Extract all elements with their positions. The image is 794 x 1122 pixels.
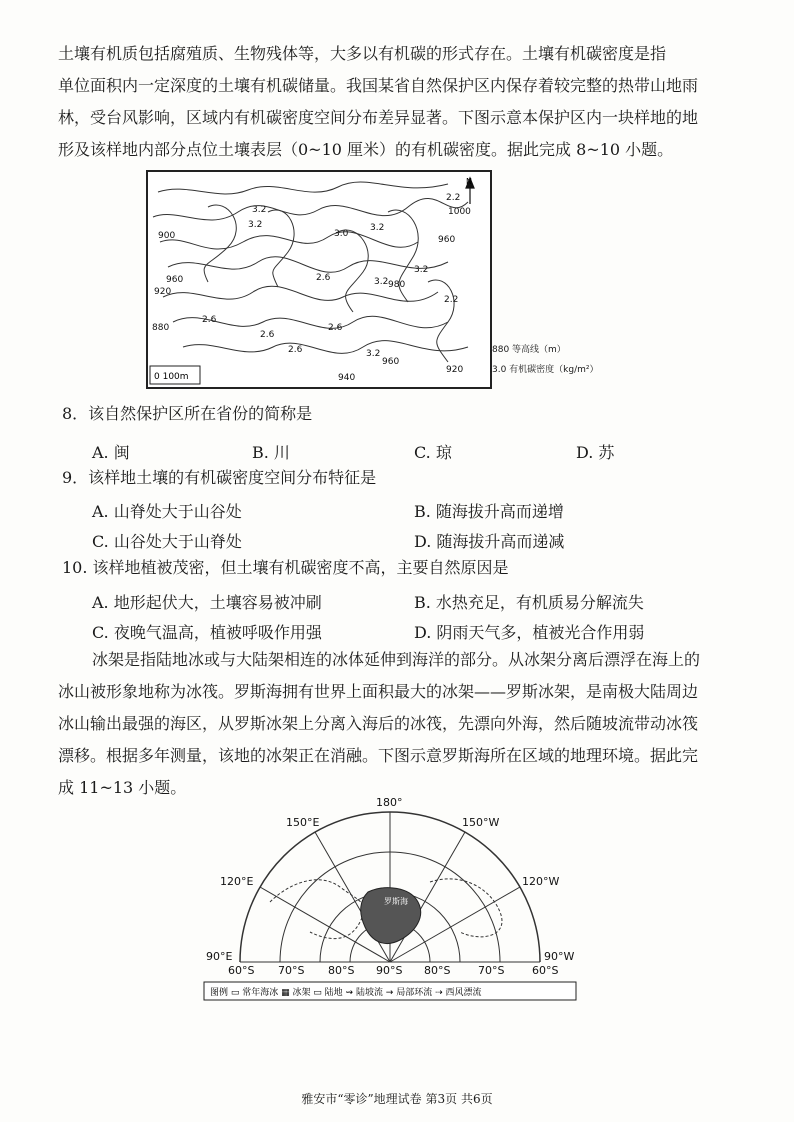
- q9-option-a[interactable]: A. 山脊处大于山谷处: [92, 502, 242, 521]
- carbon-point: 3.2: [414, 265, 429, 275]
- q9-stem: 9．该样地土壤的有机碳密度空间分布特征是: [62, 468, 377, 487]
- map2-legend: 图例 ▭ 常年海冰 ▦ 冰架 ▭ 陆地 ⇝ 陆坡流 → 局部环流 ⇢ 西风漂流: [210, 988, 482, 998]
- passage2-line2: 冰山被形象地称为冰筏。罗斯海拥有世界上面积最大的冰架——罗斯冰架，是南极大陆周边: [58, 682, 699, 701]
- north-arrow-label: N: [466, 177, 472, 186]
- passage2-line5: 成 11~13 小题。: [58, 778, 187, 797]
- lon-150w-label: 150°W: [462, 816, 500, 829]
- carbon-point: 2.6: [328, 323, 343, 333]
- contour-label: 880: [152, 323, 170, 333]
- q8-option-b[interactable]: B. 川: [252, 443, 290, 462]
- carbon-point: 3.2: [252, 205, 267, 215]
- page-footer: 雅安市“零诊”地理试卷 第3页 共6页: [301, 1092, 493, 1106]
- lat-label: 60°S: [228, 964, 255, 977]
- contour-label: 980: [388, 280, 406, 290]
- antarctic-map: [200, 792, 580, 1004]
- contour-map-svg: [148, 172, 490, 387]
- contour-label: 960: [438, 235, 456, 245]
- antarctic-map-svg: [200, 792, 580, 1004]
- legend-contour: 880 等高线（m）: [492, 345, 566, 355]
- lat-label: 70°S: [478, 964, 505, 977]
- carbon-point: 3.2: [248, 220, 263, 230]
- contour-label: 920: [154, 287, 172, 297]
- lat-label: 60°S: [532, 964, 559, 977]
- passage2-line4: 漂移。根据多年测量，该地的冰架正在消融。下图示意罗斯海所在区域的地理环境。据此完: [58, 746, 699, 765]
- carbon-point: 2.6: [260, 330, 275, 340]
- q10-option-a[interactable]: A. 地形起伏大，土壤容易被冲刷: [92, 593, 322, 612]
- contour-map: [146, 170, 492, 389]
- contour-label: 960: [166, 275, 184, 285]
- lat-label: 70°S: [278, 964, 305, 977]
- ross-sea-label: 罗斯海: [384, 897, 408, 906]
- carbon-point: 2.2: [444, 295, 459, 305]
- lon-180-label: 180°: [376, 796, 403, 809]
- carbon-point: 2.2: [446, 193, 461, 203]
- lon-90w-label: 90°W: [544, 950, 575, 963]
- contour-label: 1000: [448, 207, 471, 217]
- lat-label: 90°S: [376, 964, 403, 977]
- carbon-point: 3.2: [366, 349, 381, 359]
- passage1-line4: 形及该样地内部分点位土壤表层（0~10 厘米）的有机碳密度。据此完成 8~10 小题。: [58, 140, 674, 159]
- q10-option-d[interactable]: D. 阴雨天气多，植被光合作用弱: [414, 623, 645, 642]
- legend-point: 3.0 有机碳密度（kg/m²）: [492, 365, 599, 375]
- passage1-line1: 土壤有机质包括腐殖质、生物残体等，大多以有机碳的形式存在。土壤有机碳密度是指: [58, 44, 667, 63]
- q10-stem: 10. 该样地植被茂密，但土壤有机碳密度不高，主要自然原因是: [62, 558, 509, 577]
- passage1-line2: 单位面积内一定深度的土壤有机碳储量。我国某省自然保护区内保存着较完整的热带山地雨: [58, 76, 699, 95]
- contour-label: 940: [338, 373, 356, 383]
- contour-label: 900: [158, 231, 176, 241]
- carbon-point: 3.2: [370, 223, 385, 233]
- scale-bar-label: 0 100m: [154, 372, 189, 382]
- q9-option-d[interactable]: D. 随海拔升高而递减: [414, 532, 565, 551]
- carbon-point: 3.2: [374, 277, 389, 287]
- passage2-line1: 冰架是指陆地冰或与大陆架相连的冰体延伸到海洋的部分。从冰架分离后漂浮在海上的: [92, 650, 701, 669]
- q8-option-a[interactable]: A. 闽: [92, 443, 130, 462]
- lat-label: 80°S: [424, 964, 451, 977]
- q9-option-b[interactable]: B. 随海拔升高而递增: [414, 502, 564, 521]
- contour-label: 960: [382, 357, 400, 367]
- q10-option-b[interactable]: B. 水热充足，有机质易分解流失: [414, 593, 644, 612]
- carbon-point: 2.6: [288, 345, 303, 355]
- lon-90e-label: 90°E: [206, 950, 233, 963]
- lon-150e-label: 150°E: [286, 816, 320, 829]
- lat-label: 80°S: [328, 964, 355, 977]
- contour-label: 920: [446, 365, 464, 375]
- carbon-point: 2.6: [202, 315, 217, 325]
- q8-option-d[interactable]: D. 苏: [576, 443, 615, 462]
- passage1-line3: 林，受台风影响，区域内有机碳密度空间分布差异显著。下图示意本保护区内一块样地的地: [58, 108, 699, 127]
- lon-120w-label: 120°W: [522, 875, 560, 888]
- q10-option-c[interactable]: C. 夜晚气温高，植被呼吸作用强: [92, 623, 322, 642]
- lon-120e-label: 120°E: [220, 875, 254, 888]
- carbon-point: 3.0: [334, 229, 349, 239]
- passage2-line3: 冰山输出最强的海区，从罗斯冰架上分离入海后的冰筏，先漂向外海，然后随坡流带动冰筏: [58, 714, 699, 733]
- carbon-point: 2.6: [316, 273, 331, 283]
- q9-option-c[interactable]: C. 山谷处大于山脊处: [92, 532, 242, 551]
- q8-stem: 8．该自然保护区所在省份的简称是: [62, 404, 313, 423]
- q8-option-c[interactable]: C. 琼: [414, 443, 452, 462]
